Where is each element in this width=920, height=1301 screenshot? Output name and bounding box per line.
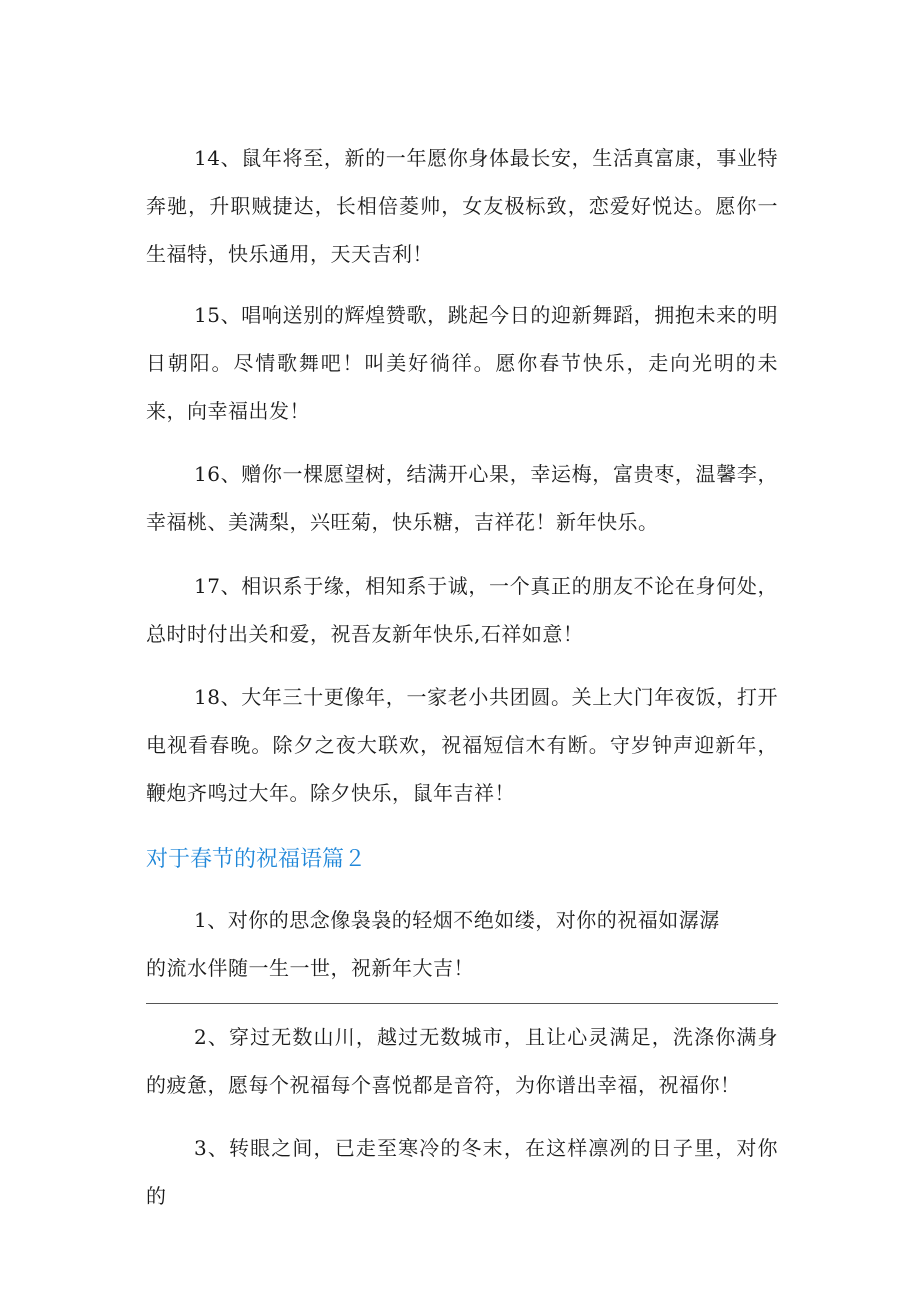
paragraph-18: 18、大年三十更像年，一家老小共团圆。关上大门年夜饭，打开电视看春晚。除夕之夜大联欢，祝福短信木有断。守岁钟声迎新年，鞭炮齐鸣过大年。除夕快乐，鼠年吉祥！ [146,685,778,805]
paragraph-17: 17、相识系于缘，相知系于诚，一个真正的朋友不论在身何处，总时时付出关和爱，祝吾友新年快乐,石祥如意！ [146,574,778,646]
paragraph-2: 2、穿过无数山川，越过无数城市，且让心灵满足，洗涤你满身的疲惫，愿每个祝福每个喜悦都是音符，为你谱出幸福，祝福你！ [146,1025,778,1097]
paragraph-15: 15、唱响送别的辉煌赞歌，跳起今日的迎新舞蹈，拥抱未来的明日朝阳。尽情歌舞吧！叫美好徜徉。愿你春节快乐，走向光明的未来，向幸福出发！ [146,303,778,423]
paragraph-16: 16、赠你一棵愿望树，结满开心果，幸运梅，富贵枣，温馨李，幸福桃、美满梨，兴旺菊，快乐糖，吉祥花！新年快乐。 [146,462,778,534]
paragraph-14: 14、鼠年将至，新的一年愿你身体最长安，生活真富康，事业特奔驰，升职贼捷达，长相倍菱帅，女友极标致，恋爱好悦达。愿你一生福特，快乐通用，天天吉利！ [146,146,778,266]
section-heading: 对于春节的祝福语篇２ [146,847,367,872]
paragraph-3: 3、转眼之间，已走至寒冷的冬末，在这样凛冽的日子里，对你的 [146,1136,778,1208]
paragraph-1-line-2: 的流水伴随一生一世，祝新年大吉！ [146,956,474,980]
divider-line [146,1003,778,1004]
paragraph-1-line-1: 1、对你的思念像袅袅的轻烟不绝如缕，对你的祝福如潺潺 [194,908,720,932]
paragraph-1 [146,896,778,992]
